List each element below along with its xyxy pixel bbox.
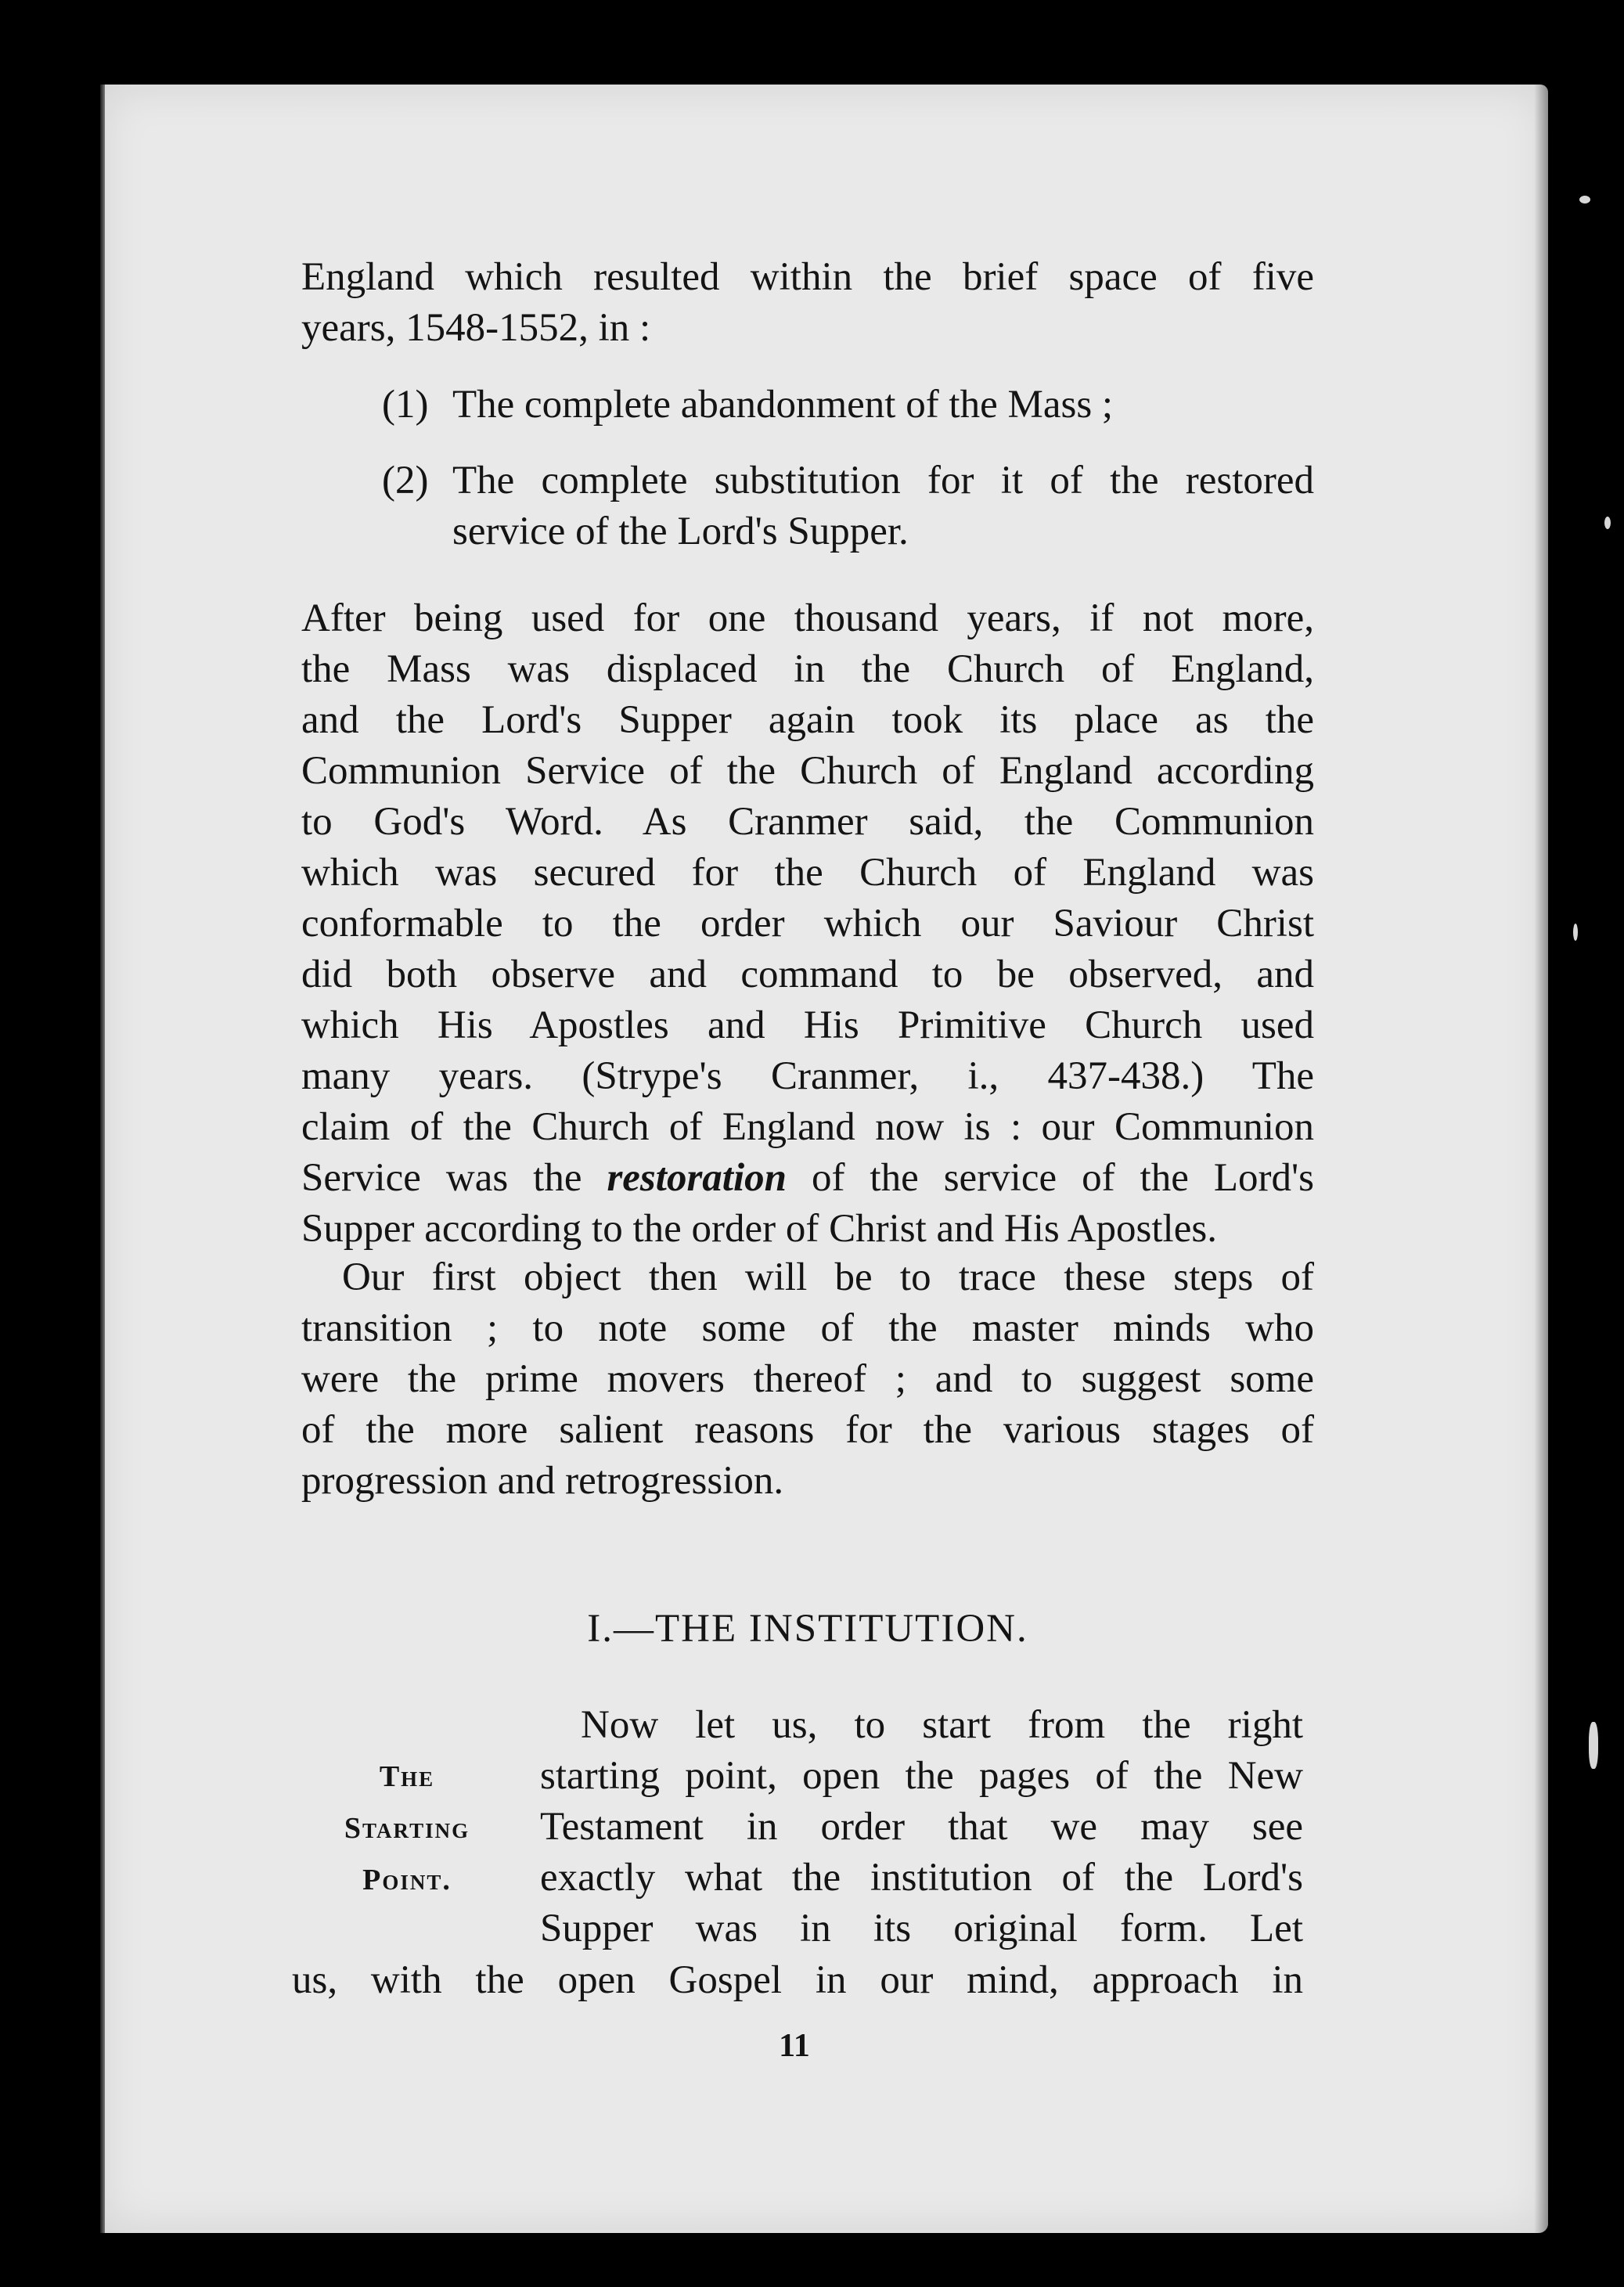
text-line: Supper according to the order of Christ and His Apostles.: [301, 1207, 1217, 1251]
page-edge-shadow: [1534, 85, 1548, 2233]
body-paragraph-1: [301, 593, 1314, 1255]
scan-speck: [1589, 1722, 1598, 1769]
list-number: (2): [382, 459, 429, 502]
text-line: and the Lord's Supper again took its place as the: [301, 698, 1314, 742]
text-line: which His Apostles and His Primitive Church used: [301, 1003, 1314, 1047]
text-line: transition ; to note some of the master minds who: [301, 1306, 1314, 1350]
margin-heading-line: Starting: [344, 1812, 470, 1845]
text-line: The complete abandonment of the Mass ;: [452, 383, 1114, 427]
text-line: many years. (Strype's Cranmer, i., 437-438.) The: [301, 1054, 1314, 1098]
text-line: progression and retrogression.: [301, 1459, 784, 1503]
body-paragraph-3: [540, 1700, 1303, 1954]
body-paragraph-2: [301, 1252, 1314, 1507]
text-line: Our first object then will be to trace these steps of: [342, 1255, 1314, 1299]
text-line: [301, 1153, 1314, 1204]
text-line: of the more salient reasons for the various stages of: [301, 1408, 1314, 1452]
text-line: The complete substitution for it of the restored: [452, 459, 1314, 502]
text-line: conformable to the order which our Saviour Christ: [301, 902, 1314, 945]
text-run: of the service of the Lord's: [811, 1156, 1314, 1200]
text-line: to God's Word. As Cranmer said, the Communion: [301, 800, 1314, 844]
section-heading: I.—THE INSTITUTION.: [587, 1607, 1028, 1651]
list-number: (1): [382, 383, 429, 427]
numbered-list: [382, 380, 1314, 557]
text-line: Testament in order that we may see: [540, 1805, 1303, 1849]
page-number: 11: [779, 2028, 810, 2064]
text-line: exactly what the institution of the Lord's: [540, 1856, 1303, 1900]
text-line: Supper was in its original form. Let: [540, 1907, 1303, 1950]
text-line: years, 1548-1552, in :: [301, 306, 651, 350]
text-line: us, with the open Gospel in our mind, approach in: [292, 1958, 1303, 2002]
margin-heading-line: Point.: [362, 1864, 452, 1896]
margin-heading-line: The: [379, 1760, 435, 1793]
text-line: did both observe and command to be observed, and: [301, 953, 1314, 996]
list-item: [382, 456, 1314, 557]
text-line: were the prime movers thereof ; and to suggest some: [301, 1357, 1314, 1401]
text-run: Service was the: [301, 1156, 582, 1200]
page-gutter-shadow: [100, 85, 105, 2233]
scan-speck: [1604, 517, 1611, 529]
scan-speck: [1573, 924, 1578, 941]
list-item: [382, 380, 1314, 430]
text-line: starting point, open the pages of the New: [540, 1754, 1303, 1798]
text-line: the Mass was displaced in the Church of England,: [301, 647, 1314, 691]
text-line: claim of the Church of England now is : our Communion: [301, 1105, 1314, 1149]
body-paragraph-3-continued: [292, 1955, 1303, 2006]
text-line: service of the Lord's Supper.: [452, 510, 909, 553]
text-line: England which resulted within the brief space of five: [301, 255, 1314, 299]
margin-heading: [305, 1751, 509, 1906]
text-line: After being used for one thousand years, if not more,: [301, 596, 1314, 640]
intro-paragraph: [301, 252, 1314, 354]
text-line: Communion Service of the Church of England according: [301, 749, 1314, 793]
emphasized-word: restoration: [607, 1156, 787, 1200]
scan-speck: [1579, 196, 1590, 203]
text-line: Now let us, to start from the right: [581, 1703, 1303, 1747]
text-line: which was secured for the Church of England was: [301, 851, 1314, 895]
